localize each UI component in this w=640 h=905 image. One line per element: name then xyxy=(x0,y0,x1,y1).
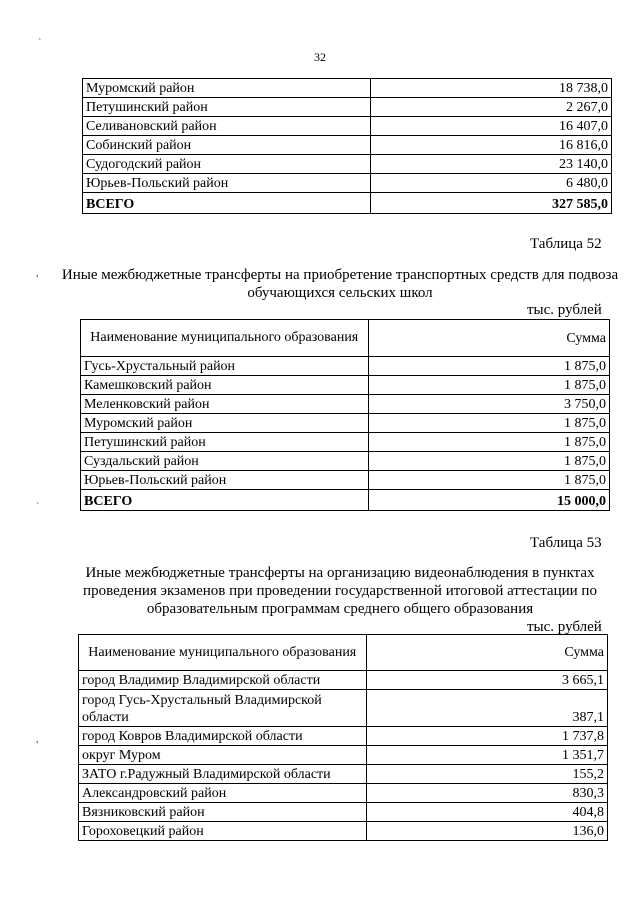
table-row xyxy=(79,765,608,784)
row-name: город Гусь-Хрустальный Владимирской области xyxy=(79,690,367,727)
row-value: 23 140,0 xyxy=(370,155,611,174)
row-value: 2 267,0 xyxy=(370,98,611,117)
table-row xyxy=(83,174,612,193)
row-value: 3 750,0 xyxy=(368,395,609,414)
table-header-row xyxy=(79,635,608,671)
table-52 xyxy=(80,319,610,511)
table-row xyxy=(79,671,608,690)
row-value: 1 875,0 xyxy=(368,357,609,376)
table-row xyxy=(81,452,610,471)
table-row xyxy=(83,79,612,98)
row-name: Камешковский район xyxy=(81,376,369,395)
scan-mark: , xyxy=(36,734,39,745)
table-row xyxy=(81,414,610,433)
scan-mark: ` xyxy=(36,502,40,513)
table-52-unit: тыс. рублей xyxy=(527,302,602,318)
row-name: Селивановский район xyxy=(83,117,371,136)
row-name: Гусь-Хрустальный район xyxy=(81,357,369,376)
table-row xyxy=(79,822,608,841)
row-name: Петушинский район xyxy=(83,98,371,117)
row-value: 6 480,0 xyxy=(370,174,611,193)
table-52-label: Таблица 52 xyxy=(530,236,602,252)
table-row xyxy=(83,155,612,174)
row-value: 1 875,0 xyxy=(368,452,609,471)
page-number: 32 xyxy=(314,50,326,64)
row-name: Собинский район xyxy=(83,136,371,155)
table-53 xyxy=(78,634,608,841)
table-53-title: Иные межбюджетные трансферты на организацию видеонаблюдения в пунктах проведения экзаменов при проведении государственной итоговой аттестации по образовательным программам среднего общего образования xyxy=(83,565,597,617)
row-value: 830,3 xyxy=(366,784,607,803)
total-label: ВСЕГО xyxy=(83,193,371,214)
table-row xyxy=(79,727,608,746)
total-value: 327 585,0 xyxy=(370,193,611,214)
row-value: 1 351,7 xyxy=(366,746,607,765)
row-name: Меленковский район xyxy=(81,395,369,414)
table-row xyxy=(83,98,612,117)
column-header-name: Наименование муниципального образования xyxy=(79,635,367,671)
row-name: ЗАТО г.Радужный Владимирской области xyxy=(79,765,367,784)
row-value: 404,8 xyxy=(366,803,607,822)
table-continuation xyxy=(82,78,612,214)
table-row xyxy=(81,395,610,414)
column-header-sum: Сумма xyxy=(368,320,609,357)
row-value: 3 665,1 xyxy=(366,671,607,690)
scan-mark: , xyxy=(36,268,39,279)
row-value: 155,2 xyxy=(366,765,607,784)
row-name: округ Муром xyxy=(79,746,367,765)
row-value: 1 737,8 xyxy=(366,727,607,746)
table-row xyxy=(83,136,612,155)
table-row xyxy=(79,803,608,822)
table-row xyxy=(79,784,608,803)
scan-mark: ` xyxy=(38,38,42,49)
table-row xyxy=(81,376,610,395)
row-value: 1 875,0 xyxy=(368,433,609,452)
row-value: 387,1 xyxy=(366,690,607,727)
row-name: Гороховецкий район xyxy=(79,822,367,841)
table-53-label: Таблица 53 xyxy=(530,535,602,551)
row-name: Юрьев-Польский район xyxy=(81,471,369,490)
row-value: 1 875,0 xyxy=(368,414,609,433)
total-row xyxy=(81,490,610,511)
row-name: Суздальский район xyxy=(81,452,369,471)
row-value: 18 738,0 xyxy=(370,79,611,98)
row-value: 136,0 xyxy=(366,822,607,841)
table-row xyxy=(81,433,610,452)
row-name: Муромский район xyxy=(81,414,369,433)
column-header-name: Наименование муниципального образования xyxy=(81,320,369,357)
table-header-row xyxy=(81,320,610,357)
row-name: город Ковров Владимирской области xyxy=(79,727,367,746)
total-value: 15 000,0 xyxy=(368,490,609,511)
row-name: Юрьев-Польский район xyxy=(83,174,371,193)
row-name: Судогодский район xyxy=(83,155,371,174)
row-name: Петушинский район xyxy=(81,433,369,452)
total-row xyxy=(83,193,612,214)
row-name: Вязниковский район xyxy=(79,803,367,822)
table-row xyxy=(81,357,610,376)
row-value: 1 875,0 xyxy=(368,471,609,490)
row-value: 16 816,0 xyxy=(370,136,611,155)
row-value: 1 875,0 xyxy=(368,376,609,395)
table-52-title: Иные межбюджетные трансферты на приобретение транспортных средств для подвоза обучающихся сельских школ xyxy=(61,267,619,301)
row-value: 16 407,0 xyxy=(370,117,611,136)
table-53-unit: тыс. рублей xyxy=(527,619,602,635)
table-row xyxy=(81,471,610,490)
row-name: город Владимир Владимирской области xyxy=(79,671,367,690)
table-row xyxy=(79,690,608,727)
total-label: ВСЕГО xyxy=(81,490,369,511)
row-name: Александровский район xyxy=(79,784,367,803)
table-row xyxy=(79,746,608,765)
column-header-sum: Сумма xyxy=(366,635,607,671)
table-row xyxy=(83,117,612,136)
row-name: Муромский район xyxy=(83,79,371,98)
